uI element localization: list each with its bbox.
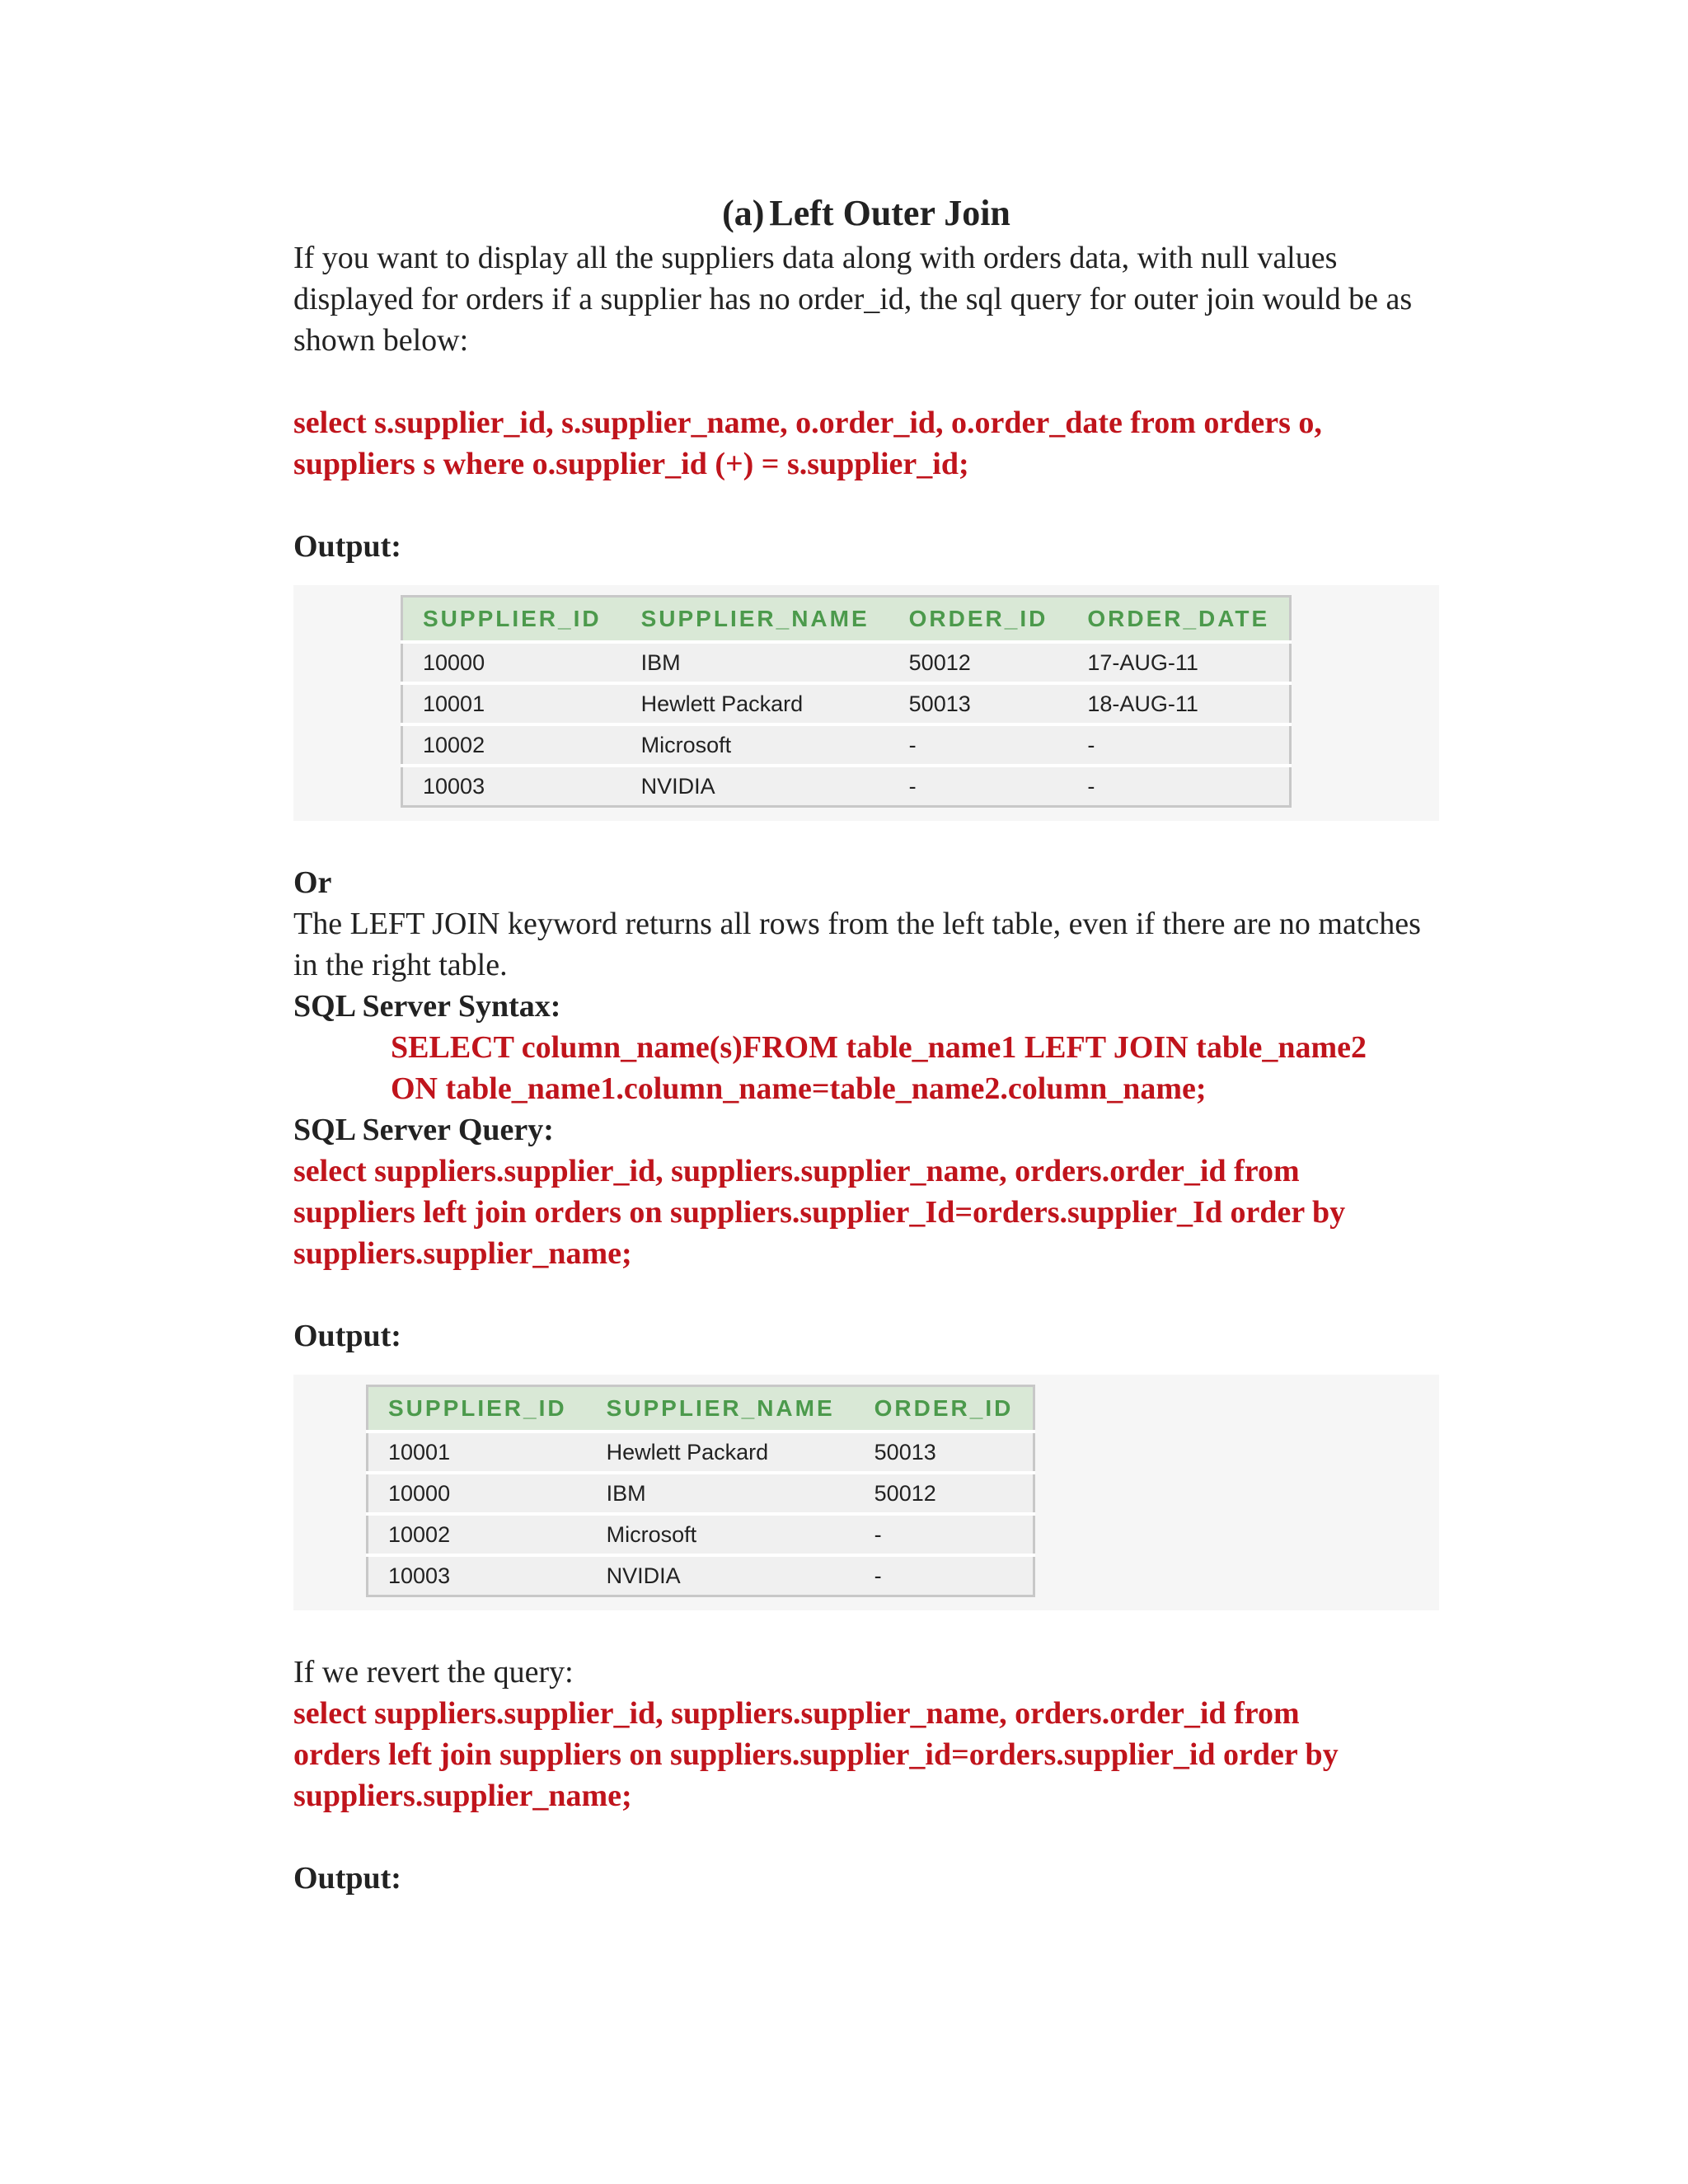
table-row — [368, 1473, 1034, 1514]
table-row — [402, 642, 1291, 683]
table-cell: IBM — [621, 642, 889, 683]
query2-line1: select suppliers.supplier_id, suppliers.supplier_name, orders.order_id from — [293, 1154, 1300, 1188]
query2-line3: suppliers.supplier_name; — [293, 1236, 632, 1271]
table-cell: - — [1067, 724, 1290, 766]
column-header: ORDER_DATE — [1067, 597, 1290, 643]
query3-line2: orders left join suppliers on suppliers.supplier_id=orders.supplier_id order by — [293, 1737, 1339, 1772]
column-header: SUPPLIER_ID — [368, 1386, 587, 1432]
column-header: ORDER_ID — [889, 597, 1068, 643]
table-cell: - — [908, 773, 917, 799]
table-header-row — [368, 1386, 1034, 1432]
table-cell: 10000 — [368, 1473, 587, 1514]
table-row — [402, 683, 1291, 724]
table-cell: - — [1087, 773, 1095, 799]
query1-line2: suppliers s where o.supplier_id (+) = s.supplier_id; — [293, 447, 969, 481]
table-header-row — [402, 597, 1291, 643]
query3-line1: select suppliers.supplier_id, suppliers.supplier_name, orders.order_id from — [293, 1696, 1300, 1731]
syntax-line2: ON table_name1.column_name=table_name2.column_name; — [391, 1071, 1207, 1106]
column-header: SUPPLIER_ID — [402, 597, 621, 643]
table-cell: 50012 — [889, 642, 1068, 683]
syntax-label: SQL Server Syntax: — [293, 989, 561, 1024]
table-cell: Microsoft — [621, 724, 889, 766]
document-page — [293, 190, 1439, 1899]
table-cell: 10002 — [368, 1514, 587, 1555]
column-header: SUPPLIER_NAME — [621, 597, 889, 643]
table-row — [368, 1432, 1034, 1473]
syntax-line1: SELECT column_name(s)FROM table_name1 LEFT JOIN table_name2 — [391, 1030, 1367, 1065]
table-cell: 10001 — [368, 1432, 587, 1473]
table-cell: 10003 — [388, 1563, 451, 1588]
left-join-description: The LEFT JOIN keyword returns all rows from the left table, even if there are no matches in the right table. — [293, 907, 1421, 982]
output-label-1: Output: — [293, 529, 401, 564]
table-cell: NVIDIA — [606, 1563, 681, 1588]
revert-label: If we revert the query: — [293, 1655, 574, 1690]
section-heading — [293, 190, 1439, 237]
query-label: SQL Server Query: — [293, 1113, 554, 1147]
table-row — [402, 766, 1291, 807]
query2-line2: suppliers left join orders on suppliers.supplier_Id=orders.supplier_Id order by — [293, 1195, 1346, 1230]
table-cell: 18-AUG-11 — [1067, 683, 1290, 724]
table-row — [368, 1514, 1034, 1555]
output-table-2-container — [293, 1375, 1439, 1610]
output-label-3: Output: — [293, 1861, 401, 1896]
table-cell: 50012 — [855, 1473, 1034, 1514]
output-table-2 — [366, 1385, 1035, 1597]
table-cell: 10001 — [402, 683, 621, 724]
intro-paragraph: If you want to display all the suppliers data along with orders data, with null values displayed for orders if a supplier has no order_id, the sql query for outer join would be as shown below: — [293, 241, 1413, 358]
table-row — [368, 1555, 1034, 1596]
output-label-2: Output: — [293, 1319, 401, 1353]
table-cell: 50013 — [855, 1432, 1034, 1473]
table-cell: - — [889, 724, 1068, 766]
output-table-1 — [401, 595, 1292, 808]
table-cell: - — [855, 1514, 1034, 1555]
table-cell: 10000 — [402, 642, 621, 683]
output-table-1-container — [293, 585, 1439, 821]
table-cell: 10002 — [402, 724, 621, 766]
table-cell: 17-AUG-11 — [1067, 642, 1290, 683]
table-cell: 50013 — [889, 683, 1068, 724]
query3-line3: suppliers.supplier_name; — [293, 1779, 632, 1813]
or-label: Or — [293, 865, 332, 900]
table-cell: IBM — [587, 1473, 855, 1514]
table-cell: Microsoft — [587, 1514, 855, 1555]
column-header: ORDER_ID — [855, 1386, 1034, 1432]
table-row — [402, 724, 1291, 766]
column-header: SUPPLIER_NAME — [587, 1386, 855, 1432]
table-cell: 10003 — [423, 773, 485, 799]
table-cell: - — [874, 1563, 882, 1588]
section-number: (a) — [722, 193, 765, 233]
section-title: Left Outer Join — [769, 193, 1010, 233]
table-cell: NVIDIA — [640, 773, 715, 799]
table-cell: Hewlett Packard — [587, 1432, 855, 1473]
table-cell: Hewlett Packard — [621, 683, 889, 724]
query1-line1: select s.supplier_id, s.supplier_name, o.order_id, o.order_date from orders o, — [293, 405, 1322, 440]
